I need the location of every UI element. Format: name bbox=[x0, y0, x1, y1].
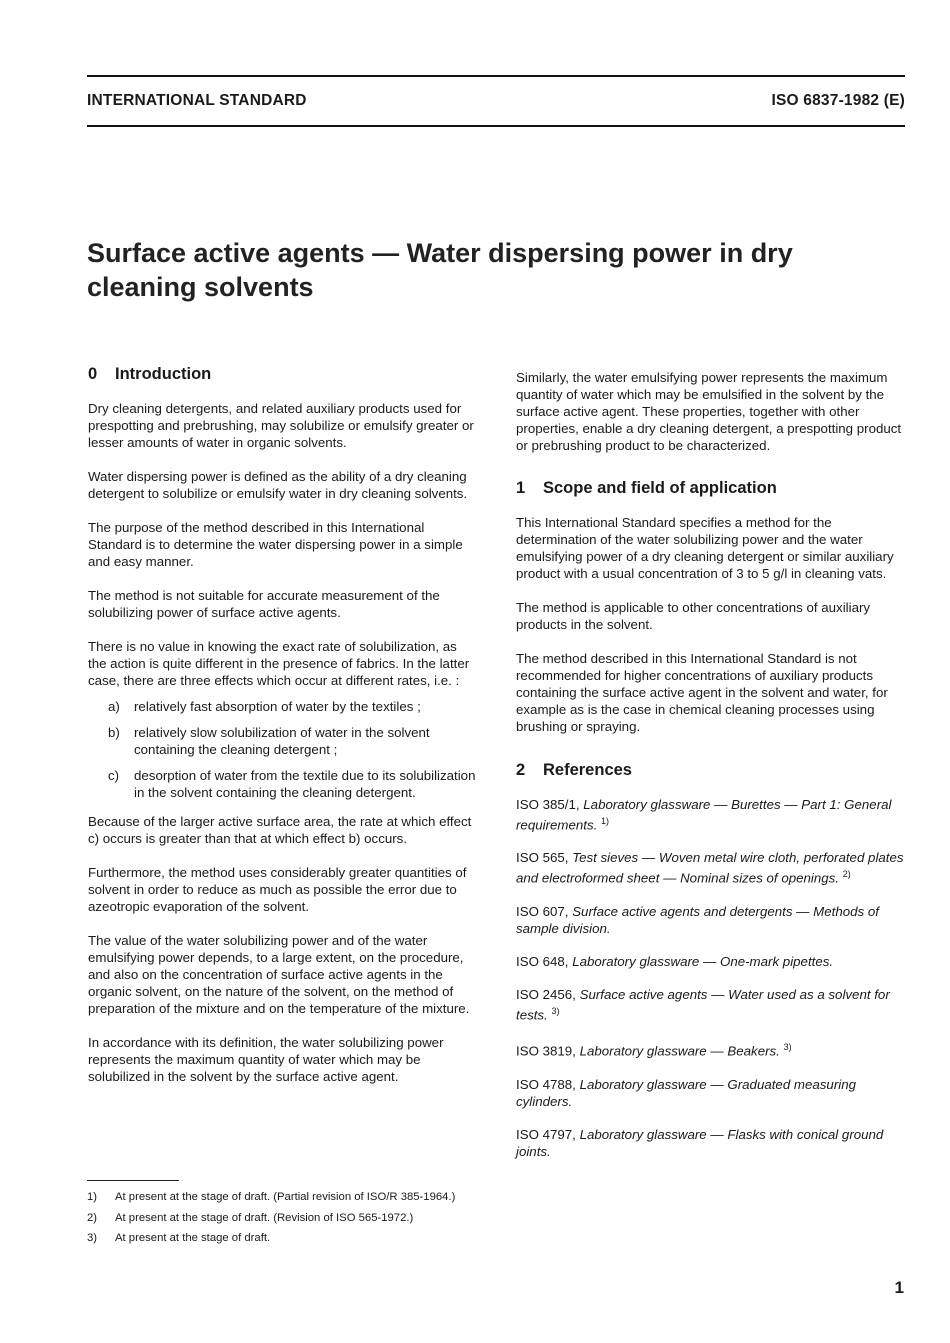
footnote bbox=[87, 1191, 455, 1203]
paragraph: The value of the water solubilizing power and of the water emulsifying power depends, to a large extent, on the procedure, and also on the concentration of surface active agents in the organic solvent, on the nature of the solvent, on the method of preparation of the mixture and on the temperature of the mixture. bbox=[88, 933, 470, 1016]
page-title bbox=[87, 236, 917, 304]
reference-code: ISO 4797, bbox=[516, 1126, 576, 1142]
right-column bbox=[516, 369, 904, 1160]
reference-item bbox=[516, 1076, 904, 1110]
footnote-text: At present at the stage of draft. bbox=[115, 1232, 271, 1244]
reference-title: Laboratory glassware — Flasks with conical ground joints. bbox=[516, 1126, 884, 1159]
reference-title: Laboratory glassware — Graduated measuring cylinders. bbox=[516, 1076, 857, 1109]
header-top-rule bbox=[87, 75, 905, 77]
footnote-text: At present at the stage of draft. (Revision of ISO 565-1972.) bbox=[115, 1212, 414, 1224]
section-0-heading bbox=[88, 366, 476, 383]
section-title: References bbox=[543, 761, 632, 779]
footnote-rule bbox=[87, 1180, 179, 1181]
reference-code: ISO 2456, bbox=[516, 986, 576, 1002]
section-number: 1 bbox=[516, 479, 526, 497]
paragraph: Water dispersing power is defined as the ability of a dry cleaning detergent to solubilize or emulsify water in dry cleaning solvents. bbox=[88, 469, 468, 501]
footnote bbox=[87, 1212, 413, 1224]
reference-item bbox=[516, 849, 904, 886]
reference-code: ISO 385/1, bbox=[516, 797, 580, 812]
reference-title: Test sieves — Woven metal wire cloth, perforated plates and electroformed sheet — Nominal sizes of openings. bbox=[516, 850, 904, 886]
footnote-text: At present at the stage of draft. (Partial revision of ISO/R 385-1964.) bbox=[115, 1191, 456, 1203]
section-title: Scope and field of application bbox=[543, 479, 777, 497]
paragraph: Because of the larger active surface area, the rate at which effect c) occurs is greater than that at which effect b) occurs. bbox=[88, 814, 472, 846]
footnote-number: 2) bbox=[87, 1212, 98, 1224]
reference-title: Laboratory glassware — Beakers. bbox=[579, 1043, 780, 1059]
title-line-2: cleaning solvents bbox=[87, 272, 314, 302]
reference-code: ISO 607, bbox=[516, 903, 569, 919]
list-item bbox=[108, 698, 476, 715]
section-1-heading bbox=[516, 480, 904, 497]
list-item bbox=[108, 724, 476, 758]
paragraph: Furthermore, the method uses considerably greater quantities of solvent in order to reduce as much as possible the error due to azeotropic evaporation of the solvent. bbox=[88, 865, 467, 914]
reference-code: ISO 648, bbox=[516, 953, 569, 969]
reference-item bbox=[516, 953, 904, 970]
title-line-1: Surface active agents — Water dispersing power in dry bbox=[87, 238, 793, 268]
list-text: relatively slow solubilization of water in the solvent containing the cleaning detergent ; bbox=[134, 725, 430, 757]
footnote-number: 1) bbox=[87, 1191, 98, 1203]
paragraph: In accordance with its definition, the water solubilizing power represents the maximum quantity of water which may be solubilized in the solvent by the surface active agent. bbox=[88, 1035, 444, 1084]
list-item bbox=[108, 767, 476, 801]
footnote-marker: 3) bbox=[783, 1042, 792, 1053]
footnote-number: 3) bbox=[87, 1232, 98, 1244]
left-column bbox=[88, 366, 476, 1085]
reference-code: ISO 4788, bbox=[516, 1076, 576, 1092]
paragraph: This International Standard specifies a method for the determination of the water solubilizing power and the water emulsifying power of a dry cleaning detergent or similar auxiliary product with a usual concentration of 3 to 5 g/l in cleaning vats. bbox=[516, 515, 894, 581]
reference-title: Laboratory glassware — One-mark pipettes. bbox=[572, 953, 834, 969]
section-2-heading bbox=[516, 762, 904, 779]
document-type: INTERNATIONAL STANDARD bbox=[87, 92, 307, 109]
paragraph: The method is not suitable for accurate measurement of the solubilizing power of surface active agents. bbox=[88, 588, 440, 620]
standard-number: ISO 6837-1982 (E) bbox=[771, 92, 905, 109]
paragraph: The purpose of the method described in this International Standard is to determine the water dispersing power in a simple and easy manner. bbox=[88, 520, 463, 569]
reference-item bbox=[516, 903, 904, 937]
footnote-marker: 1) bbox=[601, 816, 610, 826]
list-text: desorption of water from the textile due to its solubilization in the solvent containing the cleaning detergent. bbox=[134, 768, 476, 800]
section-title: Introduction bbox=[115, 365, 212, 383]
reference-title: Laboratory glassware — Burettes — Part 1: General requirements. bbox=[516, 797, 892, 833]
reference-code: ISO 3819, bbox=[516, 1043, 576, 1059]
reference-item bbox=[516, 796, 904, 833]
list-label: c) bbox=[108, 768, 120, 783]
reference-item bbox=[516, 986, 904, 1023]
section-number: 2 bbox=[516, 761, 526, 779]
section-number: 0 bbox=[88, 365, 98, 383]
reference-item bbox=[516, 1039, 904, 1059]
reference-title: Surface active agents and detergents — Methods of sample division. bbox=[516, 903, 879, 936]
paragraph: Dry cleaning detergents, and related auxiliary products used for prespotting and prebrushing, may solubilize or emulsify greater or lesser amounts of water in organic solvents. bbox=[88, 401, 474, 450]
footnote-marker: 2) bbox=[842, 869, 851, 880]
paragraph: The method described in this International Standard is not recommended for higher concentrations of auxiliary products containing the surface active agent in the solvent and water, for example as is the case in chemical cleaning processes using brushing or spraying. bbox=[516, 651, 888, 734]
header-bottom-rule bbox=[87, 125, 905, 127]
list-label: a) bbox=[108, 699, 120, 714]
footnote-marker: 3) bbox=[551, 1005, 560, 1016]
paragraph: There is no value in knowing the exact rate of solubilization, as the action is quite different in the presence of fabrics. In the latter case, there are three effects which occur at different rates, i.e. : bbox=[88, 639, 470, 688]
list-label: b) bbox=[108, 725, 120, 740]
reference-item bbox=[516, 1126, 904, 1160]
list-text: relatively fast absorption of water by the textiles ; bbox=[134, 699, 421, 714]
paragraph: The method is applicable to other concentrations of auxiliary products in the solvent. bbox=[516, 600, 871, 632]
page-number: 1 bbox=[894, 1278, 904, 1297]
reference-title: Surface active agents — Water used as a solvent for tests. bbox=[516, 986, 890, 1023]
paragraph: Similarly, the water emulsifying power represents the maximum quantity of water which may be emulsified in the solvent by the surface active agent. These properties, together with other properties, enable a dry cleaning detergent, a prespotting product or prebrushing product to be characterized. bbox=[516, 370, 902, 453]
footnote bbox=[87, 1232, 270, 1244]
reference-code: ISO 565, bbox=[516, 850, 569, 866]
